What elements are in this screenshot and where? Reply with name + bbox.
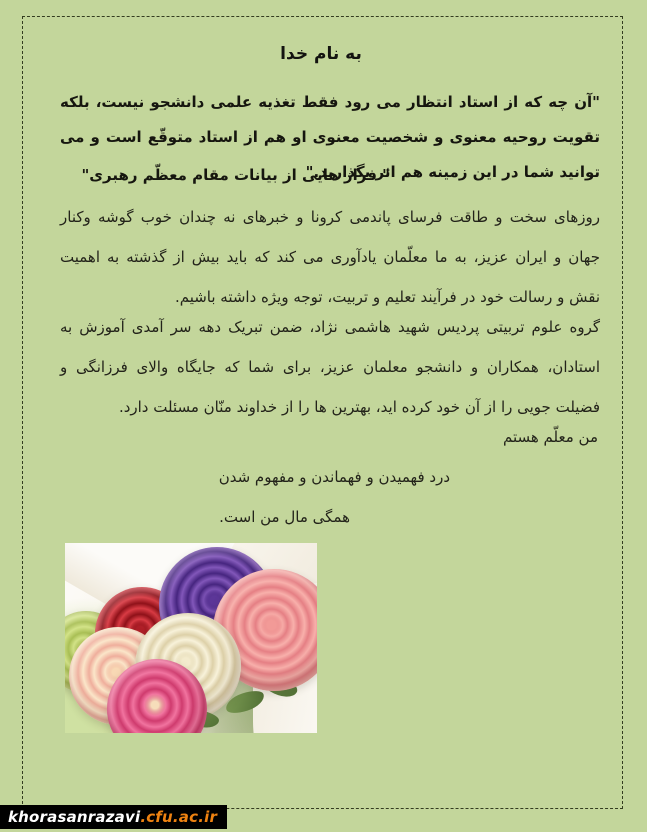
watermark-site-name: khorasanrazavi	[8, 807, 141, 826]
poem-line: من معلّم هستم	[502, 428, 598, 446]
roses-photo	[65, 543, 317, 733]
body-paragraph: گروه علوم تربیتی پردیس شهید هاشمی نژاد، ضمن تبریک دهه سر آمدی آموزش به استادان، همکاران و دانشجو معلمان عزیز، برای شما که جایگاه والای فرزانگی و فضیلت جویی را از آن خود کرده اید، بهترین ها را از خداوند منّان مسئلت دارد.	[60, 318, 600, 416]
poem-line: درد فهمیدن و فهماندن و مفهوم شدن	[218, 468, 450, 486]
page-title: به نام خدا	[280, 44, 362, 64]
watermark-url	[0, 805, 227, 829]
poem-line: همگی مال من است.	[219, 508, 350, 526]
watermark-site-domain: .cfu.ac.ir	[140, 807, 218, 826]
body-paragraph: روزهای سخت و طاقت فرسای پاندمی کرونا و خبرهای نه چندان خوب گوشه وکنار جهان و ایران عزیز، به ما معلّمان یادآوری می کند که باید بیش از گذشته به اهمیت نقش و رسالت خود در فرآیند تعلیم و تربیت، توجه ویژه داشته باشیم.	[60, 208, 600, 306]
leader-quote-attribution: " فراز هایی از بیانات مقام معظّم رهبری"	[81, 166, 390, 184]
leader-quote: "آن چه که از استاد انتظار می رود فقط تغذیه علمی دانشجو نیست، بلکه تقویت روحیه معنوی و شخصیت معنوی او هم از استاد متوقّع است و می توانید شما در این زمینه هم اثر بگذارید."	[60, 93, 600, 181]
